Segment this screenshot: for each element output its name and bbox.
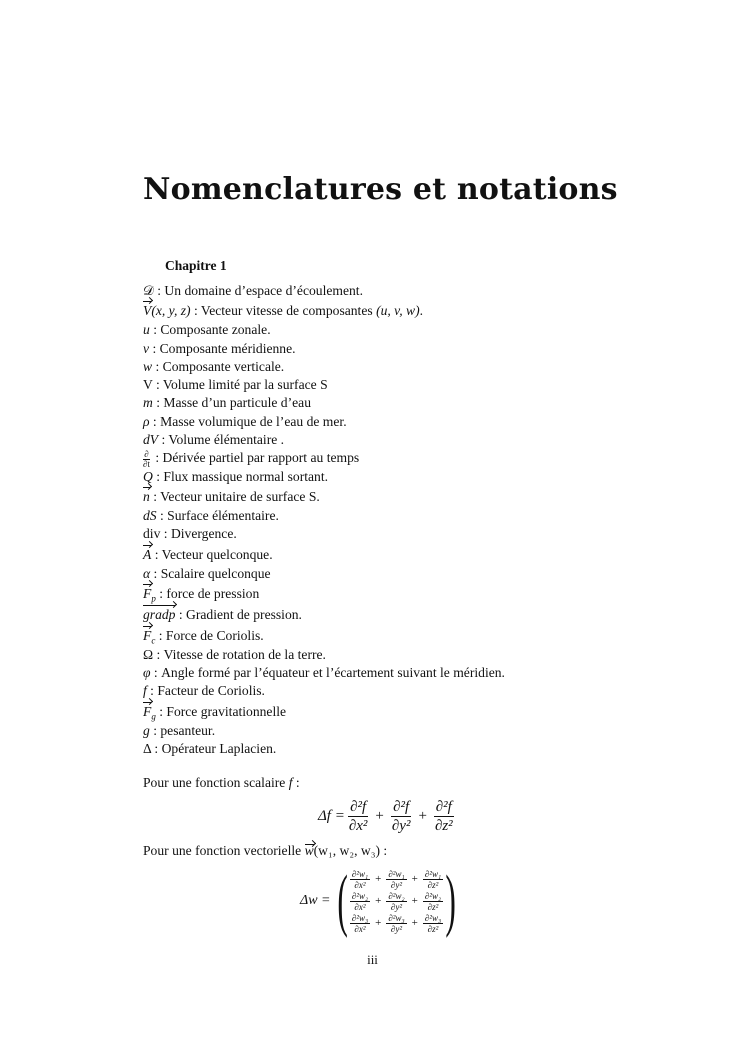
fraction-numerator: ∂²w₂ [351,890,369,901]
plus-sign: + [411,873,418,885]
fraction-numerator: ∂²w₂ [424,890,442,901]
derivative-fraction [350,869,370,890]
plus-sign: + [375,808,384,824]
fraction-denominator: ∂y² [390,923,403,934]
fraction-denominator: ∂x² [354,901,366,912]
entry-symbol: A [143,544,151,566]
nomenclature-entry [143,625,703,646]
nomenclature-entry [143,646,703,664]
derivative-fraction [423,913,443,934]
entry-description: : Gradient de pression. [175,606,302,622]
fraction-numerator: ∂²w₁ [351,868,369,879]
fraction-numerator: ∂²w₂ [388,890,405,901]
entry-symbol: V [143,300,151,322]
entry-description: : Flux massique normal sortant. [152,468,329,484]
entry-description: : Force de Coriolis. [155,627,264,643]
scalar-f-symbol: f [288,775,293,790]
nomenclature-entry [143,300,703,321]
fraction-numerator: ∂²f [350,799,367,815]
entry-description: : Scalaire quelconque [150,565,271,581]
entry-symbol: g [143,722,150,738]
nomenclature-entry [143,583,703,604]
nomenclature-entry [143,565,703,583]
entry-description: : Masse volumique de l’eau de mer. [149,413,347,429]
entry-description: : Composante méridienne. [149,340,296,356]
fraction-denominator: ∂z² [434,818,453,834]
fraction-numerator: ∂²f [393,799,410,815]
entry-description: : Angle formé par l’équateur et l’écartement suivant le méridien. [150,665,505,681]
nomenclature-entry [143,486,703,507]
nomenclature-entry [143,507,703,525]
vector-laplacian-equation [300,862,462,939]
entry-description: : Vecteur quelconque. [151,546,273,562]
entry-description: : Force gravitationnelle [155,703,287,719]
chapter-heading: Chapitre 1 [165,258,227,273]
entry-description: : Vecteur unitaire de surface S. [149,488,320,504]
entry-description: : Facteur de Coriolis. [146,683,265,699]
entry-symbol: n [143,486,150,508]
derivative-fraction [386,913,406,934]
matrix-row [348,912,445,934]
nomenclature-entry [143,340,703,358]
fraction-denominator: ∂x² [348,818,368,834]
plus-sign: + [411,895,418,907]
derivative-fraction [347,798,370,835]
scalar-colon: : [292,775,300,790]
entry-symbol: Δ [143,741,151,757]
nomenclature-entry [143,664,703,682]
entry-symbol: dV [143,432,159,448]
entry-description: : Volume élémentaire . [158,432,285,448]
nomenclature-entry [143,449,703,467]
nomenclature-entry [143,544,703,565]
entry-symbol: F [143,625,151,647]
nomenclature-entry [143,740,703,758]
entry-description: : Vitesse de rotation de la terre. [153,646,326,662]
scalar-intro [143,775,300,791]
nomenclature-entry [143,282,703,300]
entry-symbol: 𝒟 [143,283,154,298]
fraction-denominator: ∂z² [427,879,439,890]
page-title: Nomenclatures et notations [143,172,618,207]
entry-symbol: F [143,701,151,723]
entry-description: : Surface élémentaire. [156,507,279,523]
nomenclature-entry [143,321,703,339]
right-parenthesis: ) [445,862,457,939]
entry-symbol: Ω [143,646,154,662]
nomenclature-entry [143,701,703,722]
vector-intro [143,843,387,859]
fraction-numerator: ∂ [144,448,149,459]
laplacian-matrix [348,868,445,934]
fraction-numerator: ∂²w₃ [388,912,405,923]
matrix-row [348,868,445,890]
plus-sign: + [411,917,418,929]
entry-description: : pesanteur. [149,722,216,738]
entry-description: : Masse d’un particule d’eau [152,395,311,411]
plus-sign: + [418,808,427,824]
fraction-denominator: ∂x² [354,923,366,934]
entry-description: : Divergence. [160,526,237,542]
nomenclature-entry [143,394,703,412]
entry-arguments: (x, y, z) [151,303,191,319]
derivative-fraction [350,913,370,934]
entry-symbol: gradp [143,604,175,626]
fraction-numerator: ∂²w₃ [351,912,369,923]
entry-symbol: ρ [143,413,150,429]
entry-symbol: Q [143,468,153,484]
fraction-numerator: ∂²w₁ [424,868,442,879]
nomenclature-entry [143,525,703,543]
fraction-denominator: ∂y² [391,818,411,834]
fraction-denominator: ∂y² [390,879,403,890]
entry-description: : Dérivée partiel par rapport au temps [151,450,360,466]
nomenclature-entry [143,722,703,740]
plus-sign: + [375,873,382,885]
partial-fraction [143,450,150,469]
fraction-denominator: ∂y² [390,901,403,912]
entry-symbol: u [143,322,150,338]
entry-tail: (u, v, w) [376,303,420,319]
fraction-denominator: ∂x² [354,879,366,890]
entry-symbol: F [143,583,151,605]
nomenclature-entry [143,376,703,394]
left-parenthesis: ( [336,862,348,939]
entry-description: : Composante zonale. [149,322,271,338]
entry-symbol: v [143,340,150,356]
nomenclature-entry [143,682,703,700]
entry-symbol: α [143,565,151,581]
equation-lhs: Δf = [318,808,345,824]
entry-symbol: φ [143,665,151,681]
fraction-denominator: ∂z² [427,901,439,912]
entry-description: : Un domaine d’espace d’écoulement. [153,283,363,298]
scalar-intro-text: Pour une fonction scalaire [143,775,289,790]
entry-symbol: div [143,526,161,542]
fraction-denominator: ∂t [143,458,150,469]
entry-description: : Volume limité par la surface S [152,377,328,393]
plus-sign: + [375,917,382,929]
entry-symbol: V [143,377,153,393]
entry-symbol: dS [143,507,157,523]
entry-description: : force de pression [155,585,260,601]
entry-symbol: m [143,395,153,411]
entry-end: . [419,303,424,319]
entry-subscript: p [151,593,156,604]
derivative-fraction [350,891,370,912]
vector-w-symbol: w [304,843,314,858]
vector-args: (w₁, w₂, w₃) [313,843,380,858]
vector-colon: : [379,843,388,858]
fraction-numerator: ∂²w₁ [388,868,405,879]
derivative-fraction [390,798,413,835]
equation-lhs: Δw = [300,893,331,908]
scalar-laplacian-equation [318,798,457,835]
entry-description: : Vecteur vitesse de composantes [190,303,377,319]
nomenclature-entry [143,413,703,431]
derivative-fraction [386,891,406,912]
derivative-fraction [386,869,406,890]
vector-intro-text: Pour une fonction vectorielle [143,843,305,858]
nomenclature-list [143,282,703,758]
entry-description: : Opérateur Laplacien. [151,741,277,757]
derivative-fraction [423,891,443,912]
nomenclature-entry [143,604,703,625]
nomenclature-entry [143,468,703,486]
plus-sign: + [375,895,382,907]
entry-description: : Composante verticale. [152,358,285,374]
matrix-row [348,890,445,912]
entry-symbol: w [143,358,153,374]
derivative-fraction [423,869,443,890]
page-number: iii [367,952,378,967]
fraction-numerator: ∂²w₃ [424,912,442,923]
entry-symbol: f [143,683,147,699]
nomenclature-entry [143,358,703,376]
fraction-denominator: ∂z² [427,923,439,934]
entry-subscript: g [151,711,156,722]
entry-subscript: c [151,635,156,646]
derivative-fraction [433,798,455,835]
nomenclature-entry [143,431,703,449]
fraction-numerator: ∂²f [435,799,452,815]
